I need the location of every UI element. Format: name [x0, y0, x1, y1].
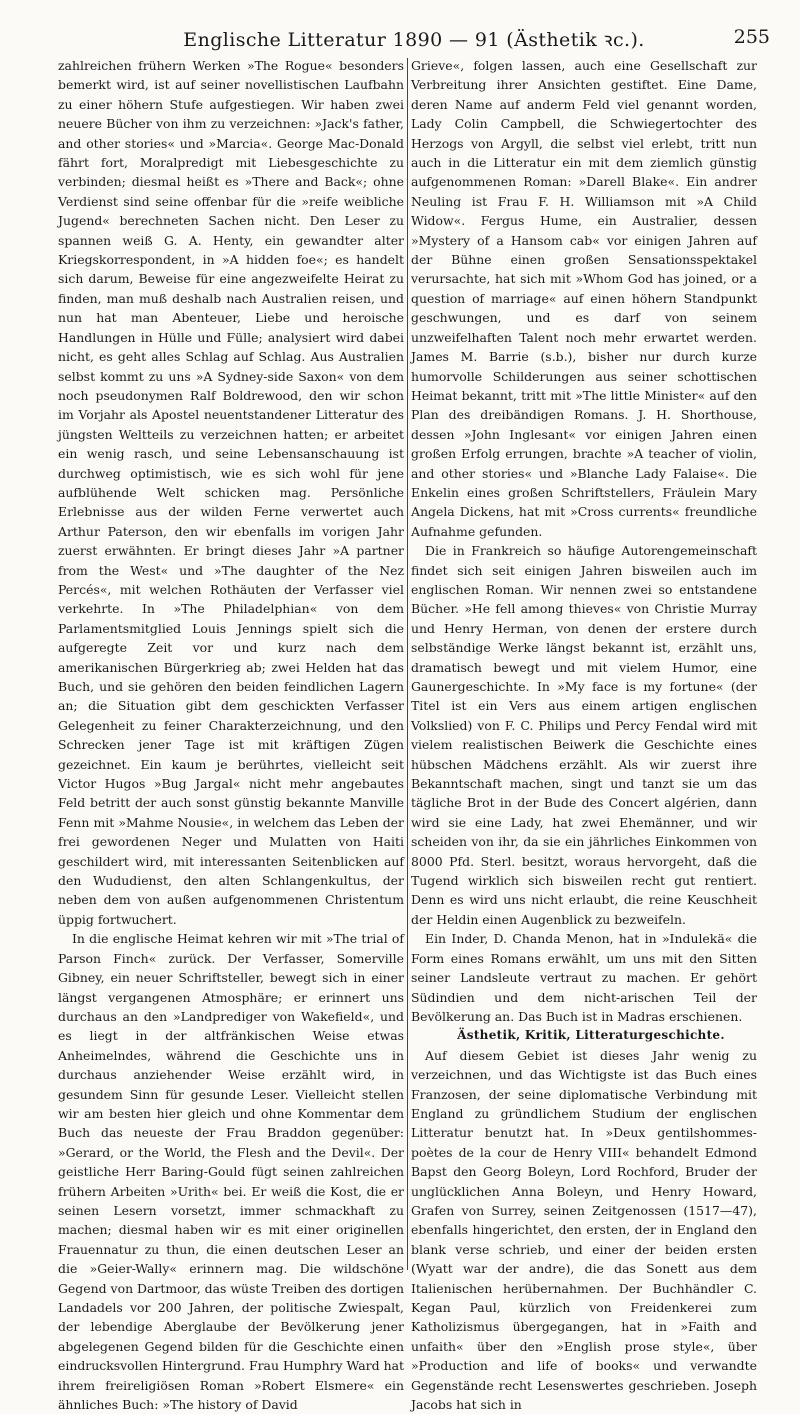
left-column: [58, 56, 404, 1413]
page-number: 255: [733, 26, 770, 48]
section-heading: Ästhetik, Kritik, Litteraturgeschichte.: [457, 1028, 725, 1043]
paragraph: Auf diesem Gebiet ist dieses Jahr wenig zu verzeichnen, und das Wichtigste ist das Buch eines Franzosen, der seine diplomatische Verbindung mit England zu gründlichem Studium der englischen Litteratur benutzt hat. In »Deux gentilshommes-poètes de la cour de Henry VIII« behandelt Edmond Bapst den Georg Boleyn, Lord Rochford, Bruder der unglücklichen Anna Boleyn, und Henry Howard, Grafen von Surrey, seinen Zeitgenossen (1517—47), ebenfalls hingerichtet, den ersten, der in England den blank verse schrieb, und einer der beiden ersten (Wyatt war der andre), die das Sonett aus dem Italienischen herübernahmen. Der Buchhändler C. Kegan Paul, kürzlich von Freidenkerei zum Katholizismus übergegangen, hat in »Faith and unfaith« über den »English prose style«, über »Production and life of books« und verwandte Gegenstände recht Lesenswertes geschrieben. Joseph Jacobs hat sich in: [411, 1047, 757, 1413]
text-columns: [58, 56, 770, 1413]
right-column: [411, 56, 757, 1413]
page-header: [58, 16, 770, 56]
paragraph: Grieve«, folgen lassen, auch eine Gesellschaft zur Verbreitung ihrer Ansichten gestiftet. Eine Dame, deren Name auf anderm Feld viel genannt worden, Lady Colin Campbell, die Schwiegertochter des Herzogs von Argyll, die selbst viel erlebt, tritt nun auch in die Litteratur ein mit dem ziemlich günstig aufgenommenen Roman: »Darell Blake«. Ein andrer Neuling ist Frau F. H. Williamson mit »A Child Widow«. Fergus Hume, ein Australier, dessen »Mystery of a Hansom cab« vor einigen Jahren auf der Bühne einen großen Sensationsspektakel verursachte, hat sich mit »Whom God has joined, or a question of marriage« auf einen höhern Standpunkt geschwungen, und es darf von seinem unzweifelhaften Talent noch mehr erwartet werden. James M. Barrie (s.b.), bisher nur durch kurze humorvolle Schilderungen aus seiner schottischen Heimat bekannt, tritt mit »The little Minister« auf den Plan des dreibändigen Romans. J. H. Shorthouse, dessen »John Inglesant« vor einigen Jahren einen großen Erfolg errungen, brachte »A teacher of violin, and other stories« und »Blanche Lady Falaise«. Die Enkelin eines großen Schriftstellers, Fräulein Mary Angela Dickens, hat mit »Cross currents« freundliche Aufnahme gefunden.: [411, 58, 757, 539]
column-divider: [407, 58, 408, 1270]
paragraph: Die in Frankreich so häufige Autorengemeinschaft findet sich seit einigen Jahren bisweilen auch im englischen Roman. Wir nennen zwei so entstandene Bücher. »He fell among thieves« von Christie Murray und Henry Herman, von denen der erstere durch selbständige Werke längst bekannt ist, erzählt uns, dramatisch bewegt und mit vielem Humor, eine Gaunergeschichte. In »My face is my fortune« (der Titel ist ein Vers aus einem artigen englischen Volkslied) von F. C. Philips und Percy Fendal wird mit vielem realistischen Beiwerk die Geschichte eines hübschen Mädchens erzählt. Als wir zuerst ihre Bekanntschaft machen, singt und tanzt sie um das tägliche Brot in der Bude des Concert algérien, dann wird sie eine Lady, hat zwei Ehemänner, und wir scheiden von ihr, da sie ein jährliches Einkommen von 8000 Pfd. Sterl. besitzt, woraus hervorgeht, daß die Tugend wirklich sich bisweilen recht gut rentiert. Denn es wird uns nicht erlaubt, die reine Keuschheit der Heldin einen Augenblick zu bezweifeln.: [411, 543, 757, 927]
paragraph: zahlreichen frühern Werken »The Rogue« besonders bemerkt wird, ist auf seiner novellistischen Laufbahn zu einer höhern Stufe aufgestiegen. Wir haben zwei neuere Bücher von ihm zu verzeichnen: »Jack's father, and other stories« und »Marcia«. George Mac-Donald fährt fort, Moralpredigt mit Liebesgeschichte zu verbinden; diesmal heißt es »There and Back«; ohne Verdienst sind seine offenbar für die »reife weibliche Jugend« berechneten Sachen nicht. Den Leser zu spannen weiß G. A. Henty, ein gewandter alter Kriegskorrespondent, in »A hidden foe«; es handelt sich darum, Beweise für eine angezweifelte Heirat zu finden, man muß deshalb nach Australien reisen, und nun hat man Abenteuer, Liebe und heroische Handlungen in Hülle und Fülle; analysiert wird dabei nicht, es geht alles Schlag auf Schlag. Aus Australien selbst kommt zu uns »A Sydney-side Saxon« von dem noch pseudonymen Ralf Boldrewood, den wir schon im Vorjahr als Apostel neuentstandener Litteratur des jüngsten Weltteils zu verzeichnen hatten; er arbeitet ein wenig rasch, und seine Lebensanschauung ist durchweg optimistisch, wie es sich wohl für jene aufblühende Welt schicken mag. Persönliche Erlebnisse aus der wilden Ferne verwertet auch Arthur Paterson, den wir ebenfalls im vorigen Jahr zuerst erwähnten. Er bringt dieses Jahr »A partner from the West« und »The daughter of the Nez Percés«, mit welchen Rothäuten der Verfasser viel verkehrte. In »The Philadelphian« von dem Parlamentsmitglied Louis Jennings spielt sich die aufgeregte Zeit vor und kurz nach dem amerikanischen Bürgerkrieg ab; zwei Helden hat das Buch, und sie gehören den beiden feindlichen Lagern an; die Situation gibt dem geschickten Verfasser Gelegenheit zu feiner Charakterzeichnung, und den Schrecken jener Tage ist mit kräftigen Zügen gezeichnet. Ein kaum je berührtes, vielleicht seit Victor Hugos »Bug Jargal« nicht mehr angebautes Feld betritt der auch sonst günstig bekannte Manville Fenn mit »Mahme Nousie«, in welchem das Leben der frei gewordenen Neger und Mulatten von Haiti geschildert wird, mit interessanten Seitenblicken auf den Wududienst, den alten Schlangenkultus, der neben dem von außen aufgenommenen Christentum üppig fortwuchert.: [58, 58, 404, 927]
running-title: Englische Litteratur 1890 — 91 (Ästhetik ꝛc.).: [183, 29, 645, 51]
paragraph: In die englische Heimat kehren wir mit »The trial of Parson Finch« zurück. Der Verfasser, Somerville Gibney, ein neuer Schriftsteller, bewegt sich in einer längst vergangenen Atmosphäre; er erinnert uns durchaus an den »Landprediger von Wakefield«, und es liegt in der altfränkischen Weise etwas Anheimelndes, während die Geschichte uns in durchaus anziehender Weise erzählt wird, in gesundem Sinn für gesunde Leser. Vielleicht stellen wir am besten hier gleich und ohne Kommentar dem Buch das neueste der Frau Braddon gegenüber: »Gerard, or the World, the Flesh and the Devil«. Der geistliche Herr Baring-Gould fügt seinen zahlreichen frühern Arbeiten »Urith« bei. Er weiß die Kost, die er seinen Lesern vorsetzt, immer schmackhaft zu machen; diesmal haben wir es mit einer originellen Frauennatur zu thun, die einen deutschen Leser an die »Geier-Wally« erinnern mag. Die wildschöne Gegend von Dartmoor, das wüste Treiben des dortigen Landadels vor 200 Jahren, der politische Zwiespalt, der lebendige Aberglaube der Bevölkerung jener abgelegenen Gegend bilden für die Geschichte einen eindrucksvollen Hintergrund. Frau Humphry Ward hat ihrem freireligiösen Roman »Robert Elsmere« ein ähnliches Buch: »The history of David: [58, 931, 404, 1413]
paragraph: Ein Inder, D. Chanda Menon, hat in »Indulekä« die Form eines Romans erwählt, um uns mit den Sitten seiner Landsleute vertraut zu machen. Er gehört Südindien und dem nicht-arischen Teil der Bevölkerung an. Das Buch ist in Madras erschienen.: [411, 931, 757, 1024]
